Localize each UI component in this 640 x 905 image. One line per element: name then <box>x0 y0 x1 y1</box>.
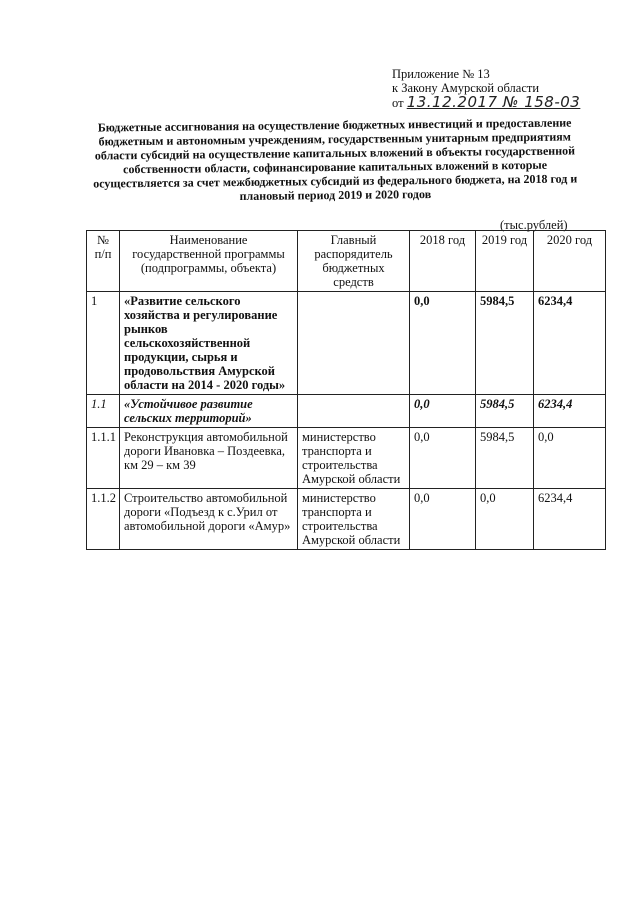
row-2020: 0,0 <box>534 428 606 489</box>
row-2019: 5984,5 <box>476 428 534 489</box>
row-num: 1 <box>87 292 120 395</box>
header-2020: 2020 год <box>534 231 606 292</box>
header-manager: Главный распорядитель бюджетных средств <box>298 231 410 292</box>
row-name: «Устойчивое развитие сельских территорий» <box>120 395 298 428</box>
row-name: «Развитие сельского хозяйства и регулирование рынков сельскохозяйственной продукции, сырья и продовольствия Амурской области на 2014 - 2020 годы» <box>120 292 298 395</box>
appendix-date-line <box>392 95 622 110</box>
table-row <box>87 428 606 489</box>
budget-table <box>86 230 606 550</box>
row-2018: 0,0 <box>410 428 476 489</box>
row-2020: 6234,4 <box>534 489 606 550</box>
row-2019: 5984,5 <box>476 292 534 395</box>
appendix-law-reference: к Закону Амурской области <box>392 81 540 95</box>
table-row <box>87 292 606 395</box>
appendix-number: Приложение № 13 <box>392 67 490 81</box>
header-name: Наименование государственной программы (подпрограммы, объекта) <box>120 231 298 292</box>
row-num: 1.1.2 <box>87 489 120 550</box>
header-2019: 2019 год <box>476 231 534 292</box>
document-heading: Бюджетные ассигнования на осуществление бюджетных инвестиций и предоставление бюджетным и автономным учреждениям, государственным унитарным предприятиям области субсидий на осуществление капитальных вложений в объекты государственной собственности области, софинансирование капитальных вложений в которые осуществляется за счет межбюджетных субсидий из федерального бюджета, на 2018 год и плановый период 2019 и 2020 годов <box>93 115 578 204</box>
row-manager <box>298 292 410 395</box>
row-2020: 6234,4 <box>534 395 606 428</box>
row-name: Реконструкция автомобильной дороги Ивановка – Поздеевка, км 29 – км 39 <box>120 428 298 489</box>
row-2019: 5984,5 <box>476 395 534 428</box>
row-manager: министерство транспорта и строительства Амурской области <box>298 489 410 550</box>
header-2018: 2018 год <box>410 231 476 292</box>
row-2018: 0,0 <box>410 489 476 550</box>
header-num: № п/п <box>87 231 120 292</box>
row-manager: министерство транспорта и строительства Амурской области <box>298 428 410 489</box>
row-manager <box>298 395 410 428</box>
table-row <box>87 489 606 550</box>
handwritten-date-number: 13.12.2017 № 158-03 <box>406 93 581 111</box>
table-row <box>87 395 606 428</box>
table-header-row <box>87 231 606 292</box>
row-2020: 6234,4 <box>534 292 606 395</box>
appendix-block <box>392 67 622 110</box>
row-2018: 0,0 <box>410 292 476 395</box>
units-label: (тыс.рублей) <box>500 218 568 232</box>
row-name: Строительство автомобильной дороги «Подъезд к с.Урил от автомобильной дороги «Амур» <box>120 489 298 550</box>
row-2019: 0,0 <box>476 489 534 550</box>
row-2018: 0,0 <box>410 395 476 428</box>
row-num: 1.1.1 <box>87 428 120 489</box>
row-num: 1.1 <box>87 395 120 428</box>
appendix-date-prefix: от <box>392 96 404 110</box>
